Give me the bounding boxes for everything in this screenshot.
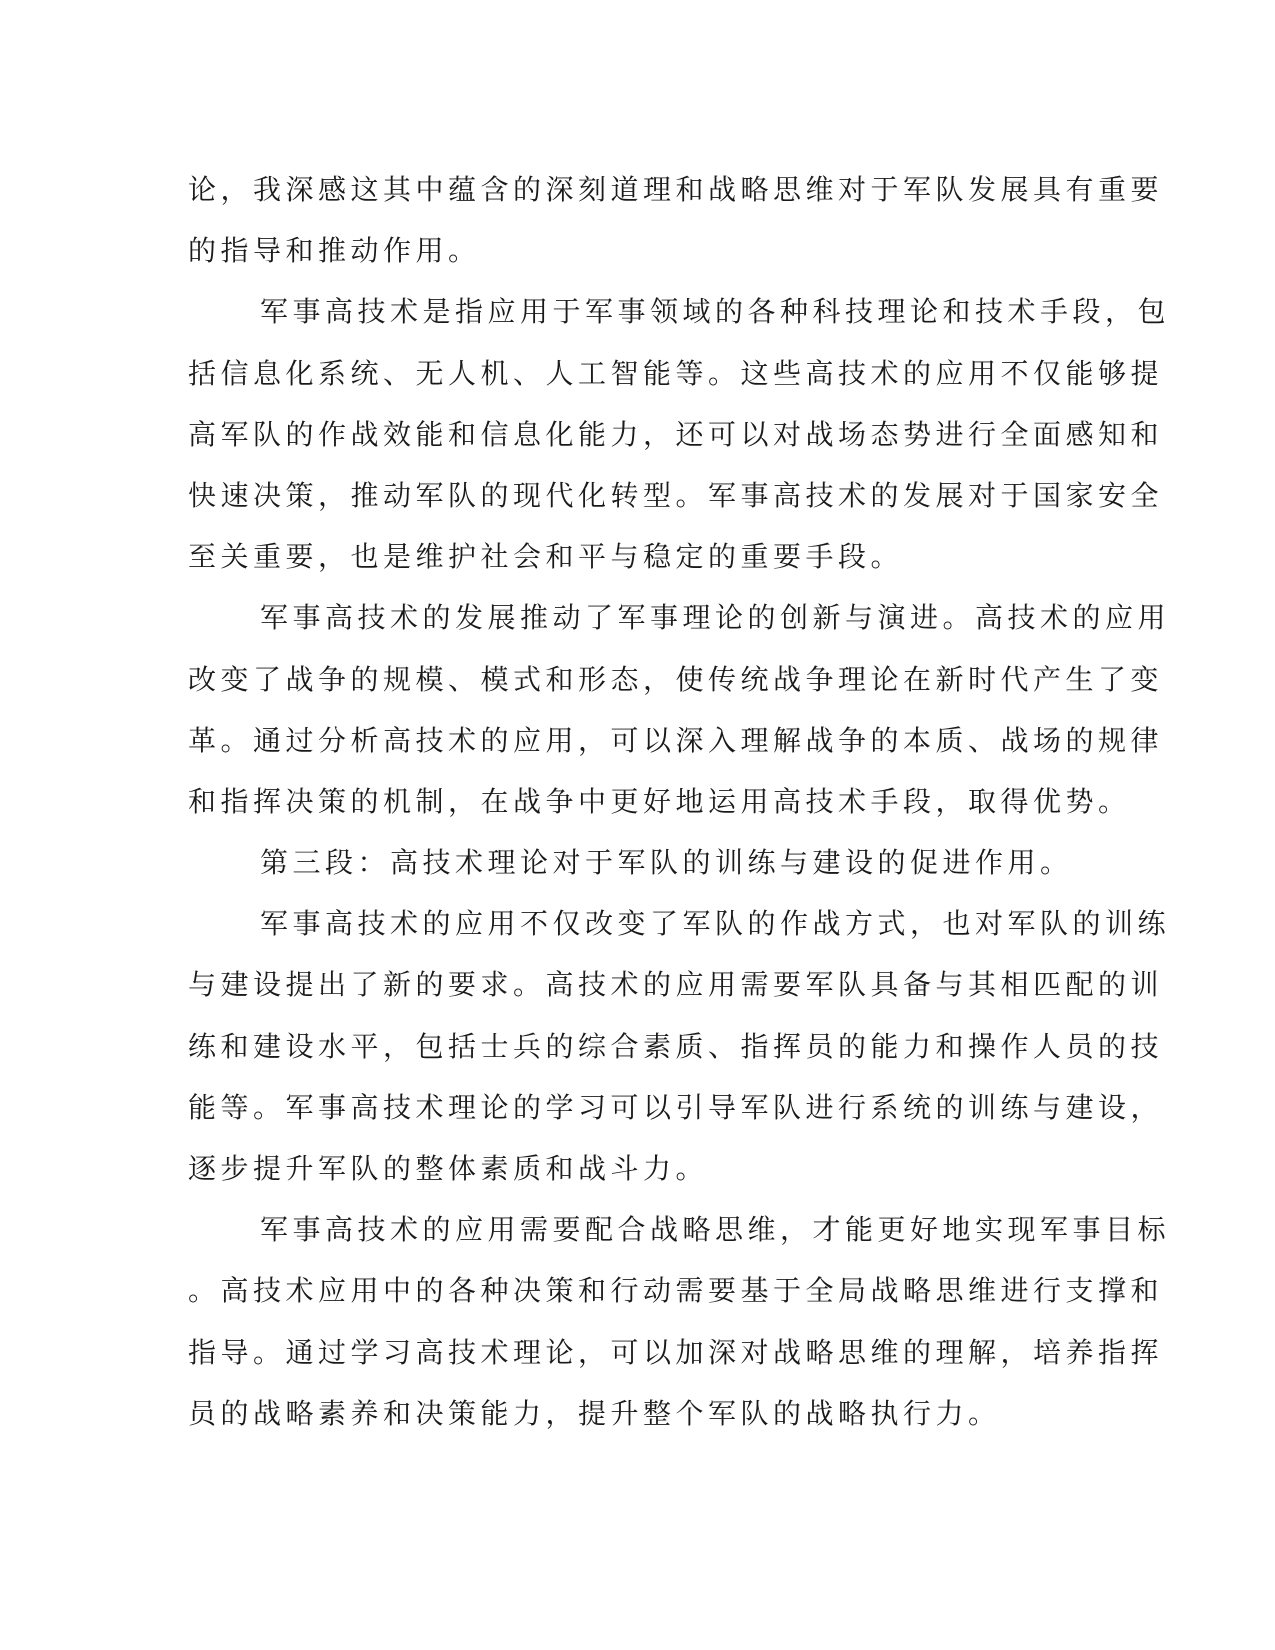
text-line: 能等。军事高技术理论的学习可以引导军队进行系统的训练与建设， (188, 1090, 1164, 1124)
text-line: 练和建设水平，包括士兵的综合素质、指挥员的能力和操作人员的技 (188, 1029, 1164, 1063)
text-line: 快速决策，推动军队的现代化转型。军事高技术的发展对于国家安全 (188, 478, 1164, 512)
text-line: 与建设提出了新的要求。高技术的应用需要军队具备与其相匹配的训 (188, 968, 1164, 1002)
text-line: 第三段：高技术理论对于军队的训练与建设的促进作用。 (260, 846, 1073, 880)
text-line: 军事高技术的发展推动了军事理论的创新与演进。高技术的应用 (260, 601, 1171, 635)
document-body (188, 159, 1171, 1444)
text-line: 高军队的作战效能和信息化能力，还可以对战场态势进行全面感知和 (188, 417, 1164, 451)
text-line: 军事高技术的应用需要配合战略思维，才能更好地实现军事目标 (260, 1213, 1171, 1247)
text-line: 指导。通过学习高技术理论，可以加深对战略思维的理解，培养指挥 (188, 1335, 1164, 1369)
text-line: 军事高技术是指应用于军事领域的各种科技理论和技术手段，包 (260, 295, 1171, 329)
text-line: 的指导和推动作用。 (188, 234, 481, 268)
text-line: 改变了战争的规模、模式和形态，使传统战争理论在新时代产生了变 (188, 662, 1164, 696)
text-line: 员的战略素养和决策能力，提升整个军队的战略执行力。 (188, 1396, 1001, 1430)
text-line: 革。通过分析高技术的应用，可以深入理解战争的本质、战场的规律 (188, 723, 1164, 757)
text-line: 军事高技术的应用不仅改变了军队的作战方式，也对军队的训练 (260, 907, 1171, 941)
text-line: 至关重要，也是维护社会和平与稳定的重要手段。 (188, 540, 904, 574)
text-line: 。高技术应用中的各种决策和行动需要基于全局战略思维进行支撑和 (188, 1274, 1164, 1308)
text-line: 括信息化系统、无人机、人工智能等。这些高技术的应用不仅能够提 (188, 356, 1164, 390)
text-line: 和指挥决策的机制，在战争中更好地运用高技术手段，取得优势。 (188, 784, 1131, 818)
text-line: 逐步提升军队的整体素质和战斗力。 (188, 1152, 709, 1185)
text-line: 论，我深感这其中蕴含的深刻道理和战略思维对于军队发展具有重要 (188, 173, 1164, 206)
